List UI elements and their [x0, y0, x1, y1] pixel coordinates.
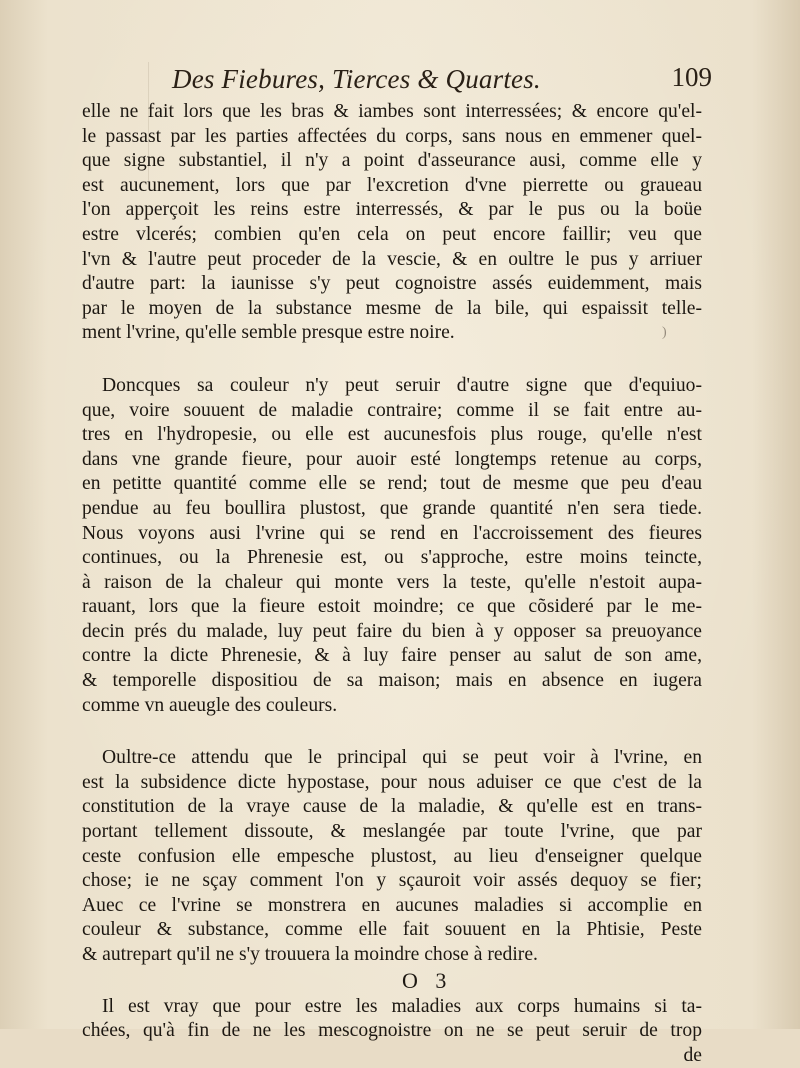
text-line: que, voire souuent de maladie contraire; comme il se fait entre au-	[82, 399, 702, 421]
text-line: Doncques sa couleur n'y peut seruir d'autre signe que d'equiuo-	[102, 374, 702, 396]
text-line: est aucunement, lors que par l'excretion d'vne pierrette ou graueau	[82, 174, 702, 196]
text-line: & temporelle dispositiou de sa maison; mais en absence en iugera	[82, 670, 702, 692]
text-line: contre la dicte Phrenesie, & à luy faire penser au salut de son ame,	[82, 645, 702, 667]
text-line: portant tellement dissoute, & meslangée par toute l'vrine, que par	[82, 821, 702, 843]
text-line: chées, qu'à fin de ne les mescognoistre on ne se peut seruir de trop	[82, 1020, 702, 1042]
body-text	[82, 100, 702, 1068]
text-line: que signe substantiel, il n'y a point d'asseurance ausi, comme elle y	[82, 150, 702, 172]
text-line: continues, ou la Phrenesie est, ou s'approche, estre moins teincte,	[82, 547, 702, 569]
text-line: ment l'vrine, qu'elle semble presque estre noire.	[82, 322, 455, 344]
text-line: rauant, lors que la fieure estoit moindre; ce que cõsideré par le me-	[82, 596, 702, 618]
page-number: 109	[671, 62, 712, 92]
text-line: l'vn & l'autre peut proceder de la vescie, & en oultre le pus y arriuer	[82, 248, 702, 270]
text-line: pendue au feu boullira plustost, que grande quantité n'en sera tiede.	[82, 497, 702, 519]
paragraph-1	[82, 100, 702, 346]
text-line: Oultre-ce attendu que le principal qui se peut voir à l'vrine, en	[102, 747, 702, 769]
text-line: & autrepart qu'il ne s'y trouuera la moindre chose à redire.	[82, 944, 538, 965]
text-line: Nous voyons ausi l'vrine qui se rend en l'accroissement des fieures	[82, 522, 702, 544]
margin-mark: )	[662, 325, 667, 340]
text-line: d'autre part: la iaunisse s'y peut cognoistre assés euidemment, mais	[82, 273, 702, 295]
paragraph-2	[82, 374, 702, 718]
text-line: elle ne fait lors que les bras & iambes sont interressées; & encore qu'el-	[82, 101, 702, 122]
paragraph-3	[82, 746, 702, 967]
running-head	[172, 58, 712, 102]
text-line: est la subsidence dicte hypostase, pour nous aduiser ce que c'est de la	[82, 771, 702, 793]
text-line: estre vlcerés; combien qu'en cela on peut encore faillir; veu que	[82, 223, 702, 245]
signature-mark: O 3	[402, 968, 453, 993]
text-line: le passast par les parties affectées du corps, sans nous en emmener quel-	[82, 125, 702, 147]
text-line: ceste confusion elle empesche plustost, au lieu d'enseigner quelque	[82, 845, 702, 867]
text-line: tres en l'hydropesie, ou elle est aucunesfois plus rouge, qu'elle n'est	[82, 424, 702, 446]
text-line: comme vn aueugle des couleurs.	[82, 694, 338, 716]
running-title: Des Fiebures, Tierces & Quartes.	[172, 64, 541, 94]
text-line: en petitte quantité comme elle se rend; tout de mesme que peu d'eau	[82, 473, 702, 495]
text-line: à raison de la chaleur qui monte vers la teste, qu'elle n'estoit aupa-	[82, 571, 702, 593]
paragraph-4	[82, 995, 702, 1068]
text-line: l'on apperçoit les reins estre interressés, & par le pus ou la boüe	[82, 199, 702, 221]
text-line: decin prés du malade, luy peut faire du bien à y opposer sa preuoyance	[82, 620, 702, 642]
text-line: dans vne grande fieure, pour auoir esté longtemps retenue au corps,	[82, 448, 702, 470]
text-line: Auec ce l'vrine se monstrera en aucunes maladies si accomplie en	[82, 894, 702, 916]
text-line: par le moyen de la substance mesme de la bile, qui espaissit telle-	[82, 297, 702, 319]
text-line: chose; ie ne sçay comment l'on y sçauroit voir assés dequoy se fier;	[82, 870, 702, 892]
text-line: constitution de la vraye cause de la maladie, & qu'elle est en trans-	[82, 796, 702, 818]
text-line: Il est vray que pour estre les maladies aux corps humains si ta-	[102, 995, 702, 1017]
catchword: de	[683, 1044, 702, 1066]
text-line: couleur & substance, comme elle fait souuent en la Phtisie, Peste	[82, 919, 702, 941]
